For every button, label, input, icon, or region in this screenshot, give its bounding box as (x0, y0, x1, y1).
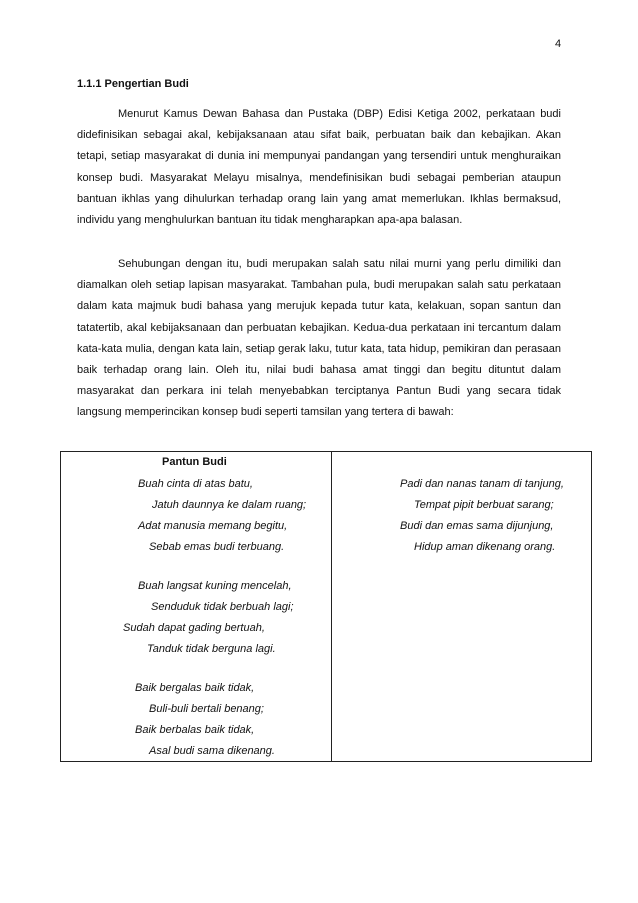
paragraph-1-text: Menurut Kamus Dewan Bahasa dan Pustaka (DBP) Edisi Ketiga 2002, perkataan budi didefinisikan sebagai akal, kebijaksanaan atau sifat baik, perbuatan baik dan kebajikan. Akan tetapi, setiap masyarakat di dunia ini mempunyai pandangan yang tersendiri untuk menghuraikan konsep budi. Masyarakat Melayu misalnya, mendefinisikan budi sebagai pemberian ataupun bantuan ikhlas yang dihulurkan terhadap orang lain yang amat memerlukan. Ikhlas bermaksud, individu yang menghulurkan bantuan itu tidak mengharapkan apa-apa balasan. (77, 108, 561, 227)
pantun-line: Sebab emas budi terbuang. (149, 541, 285, 553)
paragraph-2-text: Sehubungan dengan itu, budi merupakan salah satu nilai murni yang perlu dimiliki dan diamalkan oleh setiap lapisan masyarakat. Tambahan pula, budi merupakan salah satu perkataan dalam kata majmuk budi bahasa yang merujuk kepada tutur kata, kelakuan, sopan santun dan tatatertib, akal kebijaksanaan dan perbuatan kebajikan. Kedua-dua perkataan ini tercantum dalam kata-kata mulia, dengan kata lain, setiap gerak laku, tutur kata, tata hidup, pemikiran dan perasaan baik terhadap orang lain. Oleh itu, nilai budi bahasa amat tinggi dan begitu dituntut dalam masyarakat dan perkara ini telah menyebabkan terciptanya Pantun Budi yang secara tidak langsung memperincikan konsep budi seperti tamsilan yang tertera di bawah: (77, 258, 561, 419)
pantun-line: Padi dan nanas tanam di tanjung, (400, 478, 564, 490)
paragraph-2 (77, 254, 561, 424)
paragraph-1 (77, 104, 561, 231)
pantun-line: Buli-buli bertali benang; (149, 703, 264, 715)
pantun-line: Buah langsat kuning mencelah, (138, 580, 292, 592)
pantun-line: Sudah dapat gading bertuah, (123, 622, 265, 634)
pantun-line: Baik berbalas baik tidak, (135, 724, 255, 736)
pantun-line: Budi dan emas sama dijunjung, (400, 520, 554, 532)
pantun-line: Jatuh daunnya ke dalam ruang; (152, 499, 307, 511)
pantun-line: Tempat pipit berbuat sarang; (414, 499, 554, 511)
page-number: 4 (555, 38, 562, 50)
table-column-divider (331, 452, 332, 761)
pantun-line: Senduduk tidak berbuah lagi; (151, 601, 294, 613)
pantun-line: Adat manusia memang begitu, (138, 520, 288, 532)
pantun-line: Tanduk tidak berguna lagi. (147, 643, 276, 655)
pantun-table (60, 451, 592, 762)
pantun-line: Buah cinta di atas batu, (138, 478, 253, 490)
pantun-title: Pantun Budi (162, 456, 227, 468)
pantun-line: Hidup aman dikenang orang. (414, 541, 556, 553)
pantun-line: Asal budi sama dikenang. (149, 745, 275, 757)
pantun-line: Baik bergalas baik tidak, (135, 682, 255, 694)
section-heading: 1.1.1 Pengertian Budi (77, 78, 189, 90)
